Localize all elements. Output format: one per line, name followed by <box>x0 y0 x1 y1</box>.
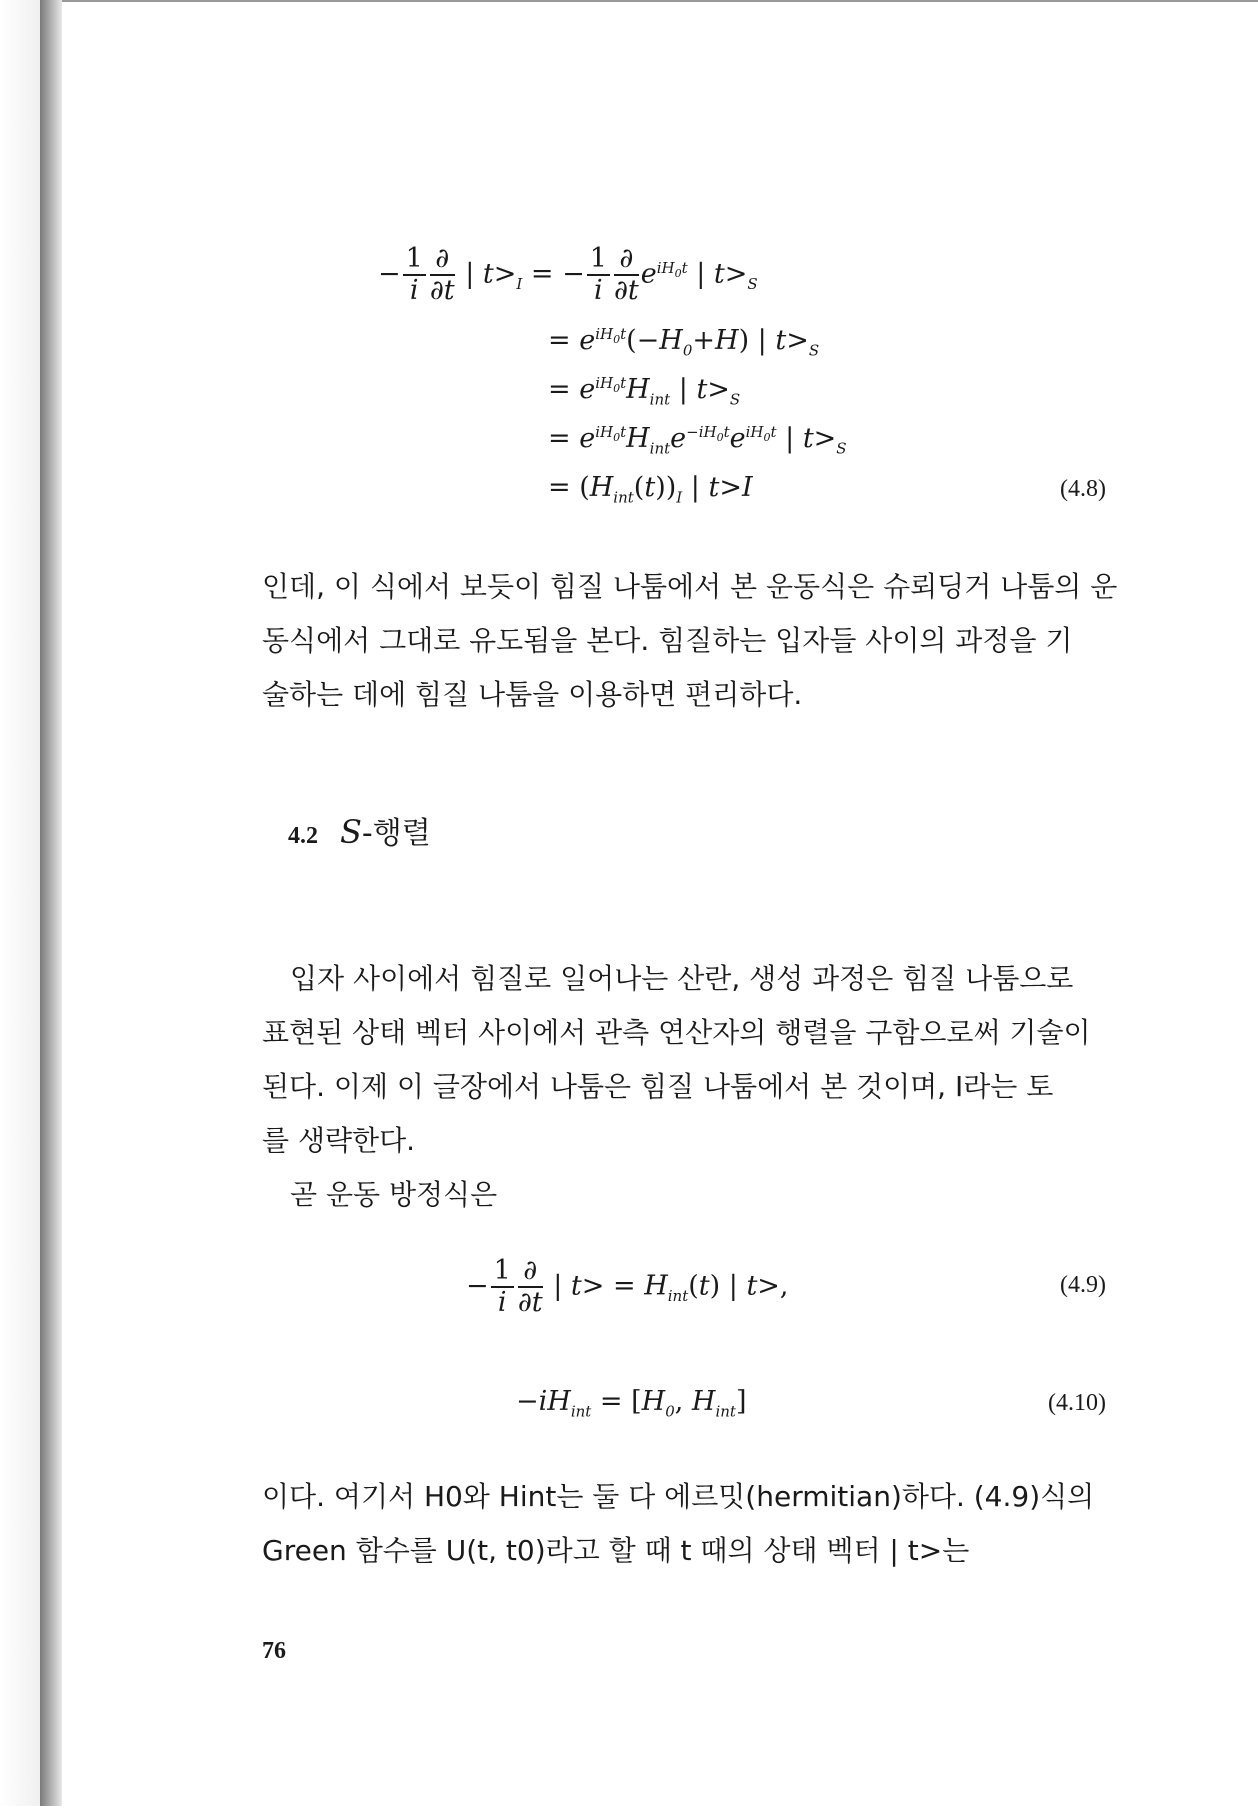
equation-4-9: − $\frac{1}{i}$ $\frac{\partial}{\partial t}$ | $t> = H_{int}(t)$ | t>, <box>466 1255 789 1318</box>
paragraph-1-line-2: 동식에서 그대로 유도됨을 본다. 힘질하는 입자들 사이의 과정을 기 <box>262 624 1073 657</box>
paragraph-2-line-4: 를 생략한다. <box>262 1124 416 1157</box>
section-symbol: S <box>340 813 362 851</box>
paragraph-2-line-5: 곧 운동 방정식은 <box>290 1178 498 1211</box>
paragraph-1-line-3: 술하는 데에 힘질 나툼을 이용하면 편리하다. <box>262 678 803 711</box>
equation-number-4-10: (4.10) <box>1048 1390 1106 1416</box>
section-heading <box>288 808 431 852</box>
section-title: -행렬 <box>361 816 431 851</box>
equation-4-10: $-iH_{int} = [H_0$, $H_{int}$] <box>516 1386 747 1421</box>
equation-4-8-line-2: = $e^{iH_0t}(-H_0+H)$ | $t>_S$ <box>548 325 820 360</box>
equation-4-8-line-4: = $e^{iH_0t}H_{int}e^{-iH_0t}e^{iH_0t}$ | $t>_S$ <box>548 423 847 458</box>
paragraph-3-line-2: Green 함수를 U(t, t0)라고 할 때 t 때의 상태 벡터 | t>는 <box>262 1534 970 1567</box>
paragraph-1 <box>262 560 1122 722</box>
equation-number-4-8: (4.8) <box>1060 476 1106 502</box>
paragraph-2-line-1: 입자 사이에서 힘질로 일어나는 산란, 생성 과정은 힘질 나툼으로 <box>290 962 1074 995</box>
paragraph-2 <box>262 952 1122 1222</box>
equation-4-8-line-3: = $e^{iH_0t}H_{int}$ | $t>_S$ <box>548 374 741 409</box>
equation-number-4-9: (4.9) <box>1060 1272 1106 1298</box>
paragraph-1-line-1: 인데, 이 식에서 보듯이 힘질 나툼에서 본 운동식은 슈뢰딩거 나툼의 운 <box>262 570 1118 603</box>
paragraph-3-line-1: 이다. 여기서 H0와 Hint는 둘 다 에르밋(hermitian)하다. (4.9)식의 <box>262 1480 1095 1513</box>
equation-4-8-line-1: − $\frac{1}{i}$ $\frac{\partial}{\partial t}$ | $t>_I$ = − $\frac{1}{i}$ $\frac{\partial}{\partial t}$ $e^{iH_0t}$ | $t>_S$ <box>378 243 758 306</box>
paragraph-3 <box>262 1470 1122 1578</box>
section-number: 4.2 <box>288 823 318 849</box>
page-number: 76 <box>262 1638 286 1664</box>
book-spine-edge <box>40 0 62 1806</box>
equation-4-8-line-5: = $(H_{int}(t))_I$ | t>I <box>548 472 753 507</box>
paragraph-2-line-3: 된다. 이제 이 글장에서 나툼은 힘질 나툼에서 본 것이며, I라는 토 <box>262 1070 1054 1103</box>
page-shadow <box>0 0 40 1806</box>
paragraph-2-line-2: 표현된 상태 벡터 사이에서 관측 연산자의 행렬을 구함으로써 기술이 <box>262 1016 1091 1049</box>
